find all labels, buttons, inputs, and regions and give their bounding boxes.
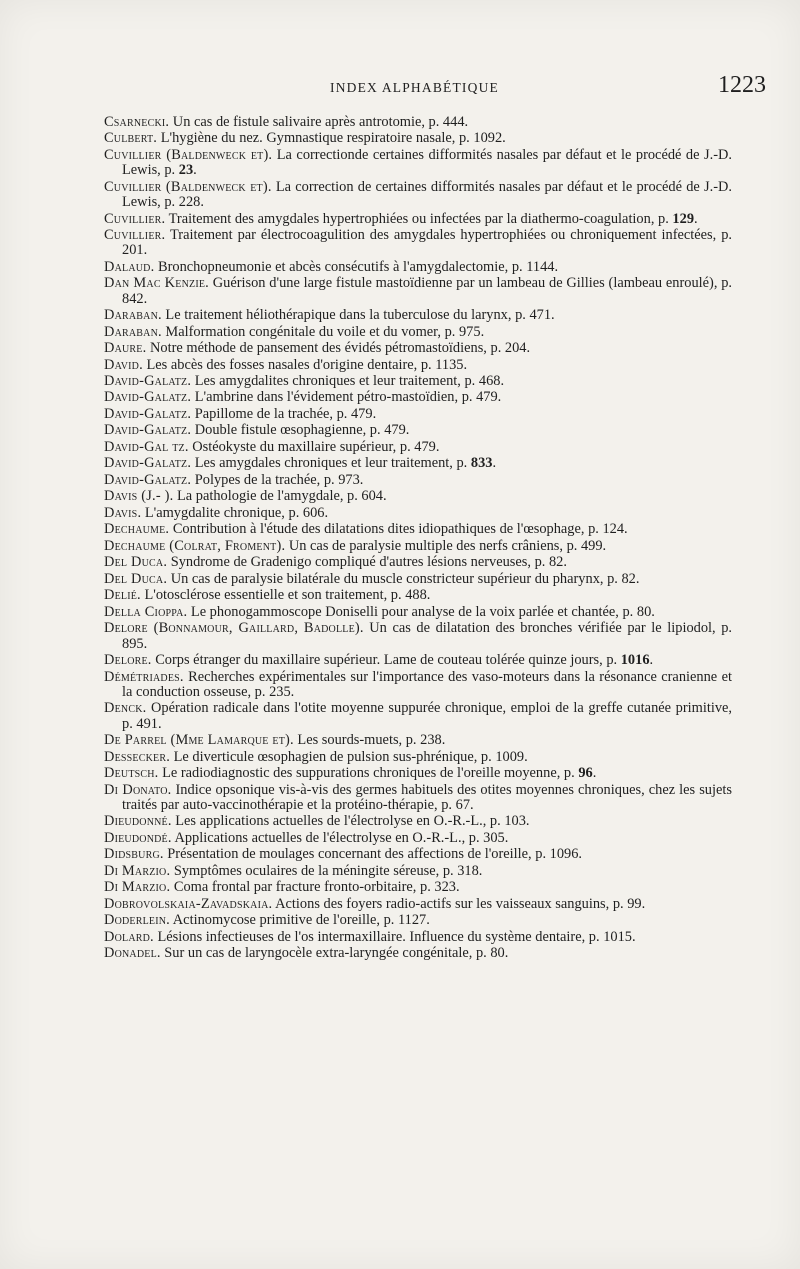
entry-text: Opération radicale dans l'otite moyenne suppurée chronique, emploi de la greffe cutanée primitive, p. 491. <box>122 700 732 732</box>
entry-text: Un cas de paralysie bilatérale du muscle constricteur supérieur du pharynx, p. 82. <box>167 570 640 587</box>
page-number: 1223 <box>718 72 766 98</box>
entry-text: Ostéokyste du maxillaire supérieur, p. 479. <box>188 438 440 455</box>
index-entry <box>104 670 732 701</box>
entry-author: De Parrel (Mme Lamarque et). <box>104 732 294 749</box>
entry-text: Le diverticule œsophagien de pulsion sus-phrénique, p. 1009. <box>170 748 528 765</box>
entry-author: Donadel. <box>104 945 161 962</box>
entry-author: David-Galatz. <box>104 389 192 406</box>
entry-text: Syndrome de Gradenigo compliqué d'autres lésions nerveuses, p. 82. <box>167 554 567 571</box>
entry-text: L'hygiène du nez. Gymnastique respiratoire nasale, p. 1092. <box>157 130 506 147</box>
index-entry <box>104 946 732 961</box>
entry-text: Contribution à l'étude des dilatations dites idiopathiques de l'œsophage, p. 124. <box>169 521 628 538</box>
index-entry <box>104 605 732 620</box>
entry-author: Davis. <box>104 504 142 521</box>
index-entry <box>104 766 732 781</box>
entry-author: Delore. <box>104 652 152 669</box>
entry-author: Culbert. <box>104 130 158 147</box>
index-entry <box>104 325 732 340</box>
entry-author: Csarnecki. <box>104 114 170 130</box>
index-entry <box>104 847 732 862</box>
entry-tail: . <box>193 162 197 179</box>
entry-text: Polypes de la trachée, p. 973. <box>191 471 364 488</box>
index-entry <box>104 358 732 373</box>
entry-author: Di Donato. <box>104 781 172 798</box>
index-entry <box>104 621 732 652</box>
entry-text: Indice opsonique vis-à-vis des germes habituels des otites moyennes chroniques, chez les sujets traités par auto-vaccinothérapie et la protéino-thérapie, p. 67. <box>122 781 732 813</box>
entry-text: Recherches expérimentales sur l'importance des vaso-moteurs dans la résonance cranienne et la conduction osseuse, p. 235. <box>122 668 732 700</box>
entry-author: David-Galatz. <box>104 405 192 422</box>
entry-text: Le traitement héliothérapique dans la tuberculose du larynx, p. 471. <box>161 307 555 324</box>
index-entry <box>104 831 732 846</box>
entry-author: Dechaume (Colrat, Froment). <box>104 537 286 554</box>
entry-author: Dolard. <box>104 928 154 945</box>
index-entry <box>104 897 732 912</box>
entry-page-bold: 1016 <box>620 652 650 669</box>
page-header-title: INDEX ALPHABÉTIQUE <box>330 80 499 95</box>
index-entry <box>104 522 732 537</box>
entry-author: Davis (J.- ). <box>104 488 174 505</box>
entry-author: David-Galatz. <box>104 471 192 488</box>
entry-author: Démétriades. <box>104 668 184 685</box>
index-entry <box>104 148 732 179</box>
entry-text: Coma frontal par fracture fronto-orbitaire, p. 323. <box>170 879 460 896</box>
entry-author: Dan Mac Kenzie. <box>104 275 209 292</box>
index-entries <box>104 115 732 963</box>
index-entry <box>104 750 732 765</box>
entry-page-bold: 129 <box>672 210 695 227</box>
index-entry <box>104 588 732 603</box>
entry-page-bold: 23 <box>178 162 194 179</box>
index-entry <box>104 653 732 668</box>
entry-text: Actinomycose primitive de l'oreille, p. 1127. <box>169 912 430 929</box>
entry-author: Daraban. <box>104 323 162 340</box>
entry-author: Denck. <box>104 700 147 717</box>
index-entry <box>104 276 732 307</box>
entry-text: Les abcès des fosses nasales d'origine dentaire, p. 1135. <box>142 356 468 373</box>
entry-text: Les applications actuelles de l'électrolyse en O.-R.-L., p. 103. <box>171 813 530 830</box>
entry-author: Cuvillier. <box>104 210 166 227</box>
entry-author: Dieudondé. <box>104 829 172 846</box>
entry-author: David. <box>104 356 143 373</box>
index-entry <box>104 930 732 945</box>
entry-author: Daraban. <box>104 307 162 324</box>
entry-text: Malformation congénitale du voile et du vomer, p. 975. <box>161 323 485 340</box>
entry-text: Papillome de la trachée, p. 479. <box>191 405 377 422</box>
entry-text: Les amygdales chroniques et leur traitement, p. <box>191 455 471 472</box>
entry-text: Présentation de moulages concernant des affections de l'oreille, p. 1096. <box>163 846 583 863</box>
entry-author: Di Marzio. <box>104 879 171 896</box>
entry-author: Della Cioppa. <box>104 603 188 620</box>
entry-text: Guérison d'une large fistule mastoïdienne par un lambeau de Gillies (lambeau enroulé), p. 842. <box>122 275 732 307</box>
entry-author: David-Gal tz. <box>104 438 189 455</box>
entry-author: David-Galatz. <box>104 373 192 389</box>
entry-author: Cuvillier (Baldenweck et). <box>104 146 273 163</box>
index-entry <box>104 572 732 587</box>
entry-text: Les amygdalites chroniques et leur traitement, p. 468. <box>191 373 505 389</box>
entry-text: Applications actuelles de l'électrolyse en O.-R.-L., p. 305. <box>171 829 509 846</box>
entry-text: Un cas de dilatation des bronches vérifiée par le lipiodol, p. 895. <box>122 620 733 652</box>
entry-page-bold: 96 <box>578 765 593 782</box>
index-entry <box>104 555 732 570</box>
entry-text: Les sourds-muets, p. 238. <box>293 732 446 749</box>
entry-text: La pathologie de l'amygdale, p. 604. <box>173 488 387 505</box>
index-entry <box>104 864 732 879</box>
entry-author: Di Marzio. <box>104 862 171 879</box>
index-entry <box>104 212 732 227</box>
index-entry <box>104 783 732 814</box>
entry-author: David-Galatz. <box>104 422 192 439</box>
index-entry <box>104 701 732 732</box>
index-entry <box>104 308 732 323</box>
index-entry <box>104 260 732 275</box>
index-entry <box>104 341 732 356</box>
index-entry <box>104 407 732 422</box>
entry-text: Le radiodiagnostic des suppurations chroniques de l'oreille moyenne, p. <box>158 765 579 782</box>
entry-text: Bronchopneumonie et abcès consécutifs à l'amygdalectomie, p. 1144. <box>154 258 559 275</box>
entry-author: Cuvillier (Baldenweck et). <box>104 178 272 195</box>
entry-author: David-Galatz. <box>104 455 192 472</box>
index-entry <box>104 228 732 259</box>
entry-author: Doderlein. <box>104 912 170 929</box>
entry-author: Deutsch. <box>104 765 159 782</box>
entry-author: Daure. <box>104 340 147 357</box>
entry-author: Dobrovolskaia-Zavadskaia. <box>104 895 273 912</box>
index-entry <box>104 506 732 521</box>
entry-text: Un cas de paralysie multiple des nerfs crâniens, p. 499. <box>285 537 607 554</box>
index-entry <box>104 814 732 829</box>
entry-text: L'amygdalite chronique, p. 606. <box>141 504 329 521</box>
entry-text: Corps étranger du maxillaire supérieur. Lame de couteau tolérée quinze jours, p. <box>151 652 621 669</box>
index-entry <box>104 374 732 389</box>
index-entry <box>104 489 732 504</box>
entry-text: Traitement par électrocoagulition des amygdales hypertrophiées ou chroniquement infectées, p. 201. <box>122 227 732 259</box>
index-entry <box>104 913 732 928</box>
entry-author: Delié. <box>104 587 141 604</box>
index-entry <box>104 456 732 471</box>
entry-text: Notre méthode de pansement des évidés pétromastoïdiens, p. 204. <box>146 340 531 357</box>
entry-tail: . <box>649 652 654 669</box>
index-entry <box>104 733 732 748</box>
entry-tail: . <box>592 765 597 782</box>
index-entry <box>104 390 732 405</box>
entry-page-bold: 833 <box>470 455 493 472</box>
entry-author: Dieudonné. <box>104 813 172 830</box>
entry-author: Dalaud. <box>104 258 155 275</box>
index-entry <box>104 880 732 895</box>
index-entry <box>104 180 732 211</box>
entry-author: Cuvillier. <box>104 227 166 244</box>
entry-tail: . <box>492 455 497 472</box>
entry-text: L'otosclérose essentielle et son traitement, p. 488. <box>140 587 431 604</box>
entry-text: Lésions infectieuses de l'os intermaxillaire. Influence du système dentaire, p. 1015. <box>153 928 636 945</box>
entry-author: Dessecker. <box>104 748 170 765</box>
entry-text: Double fistule œsophagienne, p. 479. <box>191 422 410 439</box>
entry-text: Traitement des amygdales hypertrophiées ou infectées par la diathermo-coagulation, p. <box>165 210 673 227</box>
entry-author: Delore (Bonnamour, Gaillard, Badolle). <box>104 620 364 637</box>
entry-text: La correction de certaines difformités nasales par défaut et le procédé de J.-D. Lewis, p. 228. <box>122 178 732 211</box>
index-entry <box>104 131 732 146</box>
index-entry <box>104 473 732 488</box>
entry-text: La correctionde certaines difformités nasales par défaut et le procédé de J.-D. Lewis, p. <box>122 146 732 179</box>
entry-author: Del Duca. <box>104 570 168 587</box>
entry-text: Sur un cas de laryngocèle extra-laryngée congénitale, p. 80. <box>160 945 509 962</box>
entry-author: Didsburg. <box>104 846 164 863</box>
index-entry <box>104 539 732 554</box>
index-entry <box>104 115 732 130</box>
index-entry <box>104 423 732 438</box>
entry-author: Del Duca. <box>104 554 168 571</box>
entry-text: Un cas de fistule salivaire après antrotomie, p. 444. <box>169 114 469 130</box>
entry-text: L'ambrine dans l'évidement pétro-mastoïdien, p. 479. <box>191 389 502 406</box>
entry-author: Dechaume. <box>104 521 170 538</box>
entry-text: Le phonogammoscope Doniselli pour analyse de la voix parlée et chantée, p. 80. <box>187 603 655 620</box>
entry-text: Actions des foyers radio-actifs sur les vaisseaux sanguins, p. 99. <box>272 895 646 912</box>
entry-tail: . <box>694 210 698 227</box>
entry-text: Symptômes oculaires de la méningite séreuse, p. 318. <box>170 862 483 879</box>
index-entry <box>104 440 732 455</box>
